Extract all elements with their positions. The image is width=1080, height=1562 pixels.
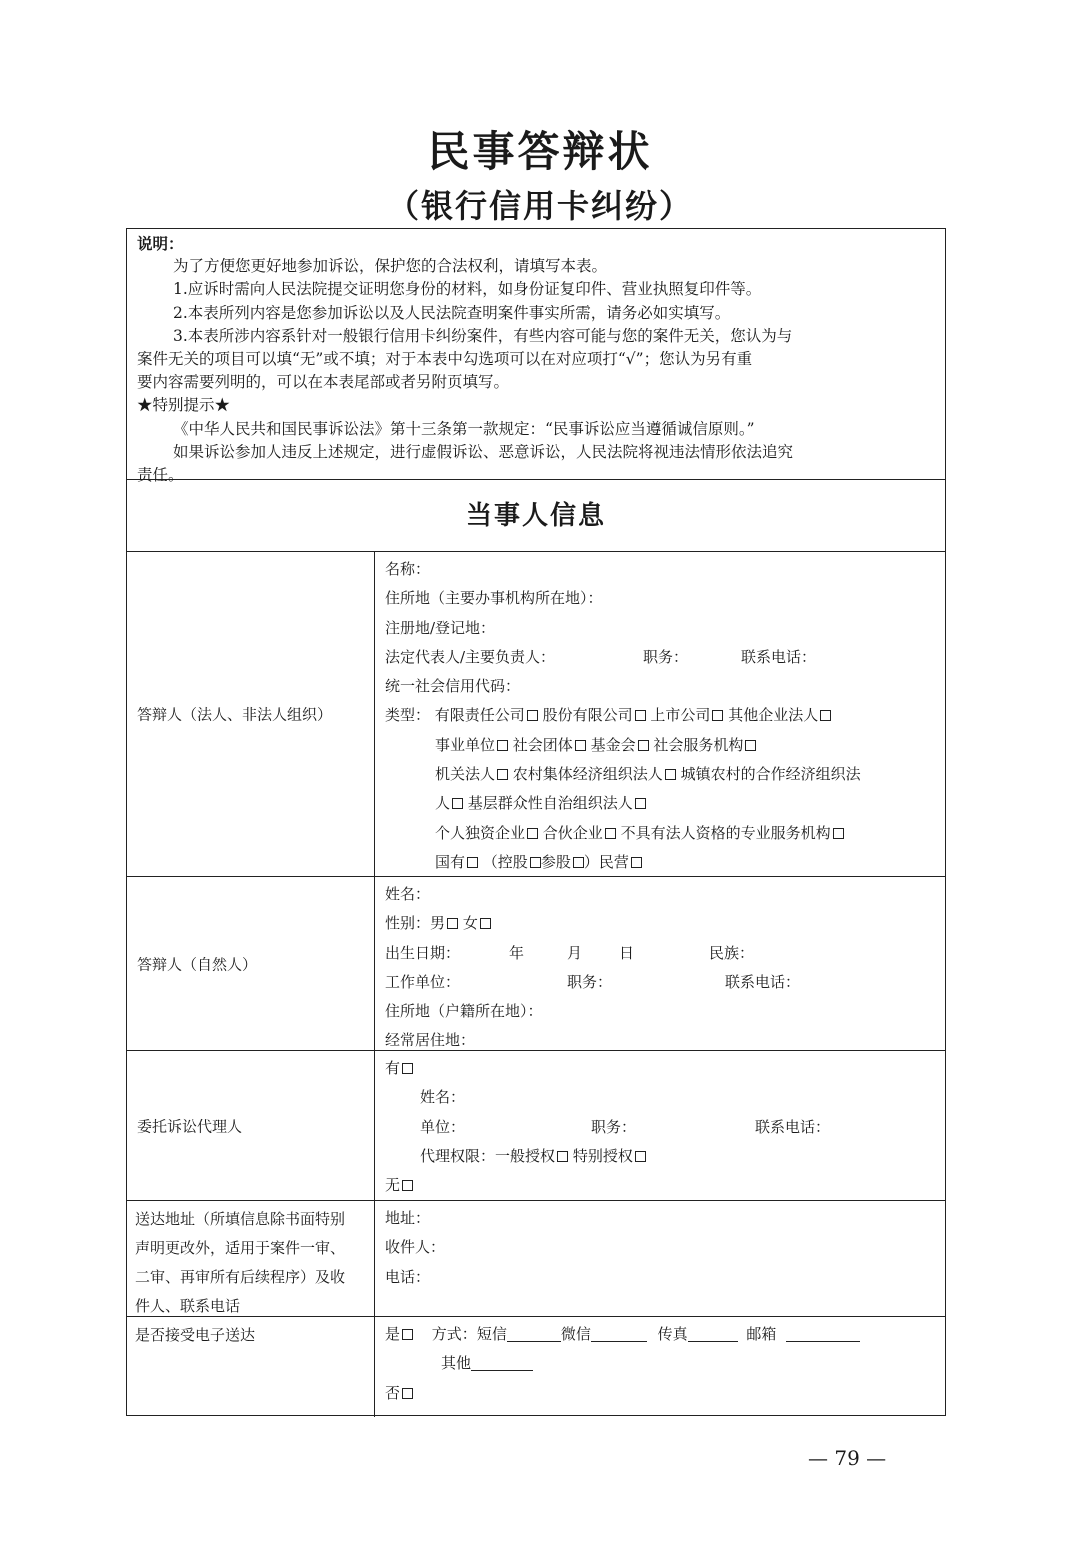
special-notice-line: 如果诉讼参加人违反上述规定，进行虚假诉讼、恶意诉讼，人民法院将视违法情形依法追究: [173, 442, 794, 461]
type-option-label: 基层群众性自治组织法人: [467, 794, 633, 813]
agent-yes-checkbox[interactable]: [402, 1063, 413, 1074]
instructions-line: 为了方便您更好地参加诉讼，保护您的合法权利，请填写本表。: [173, 257, 608, 276]
special-auth-label: 特别授权: [572, 1146, 633, 1165]
female-label: 女: [462, 914, 478, 933]
electronic-yes-line: [385, 1320, 939, 1349]
checkbox[interactable]: [452, 798, 463, 809]
agent-no-line: [385, 1171, 939, 1200]
electronic-yes-label: 是: [385, 1325, 401, 1343]
person-residence-field[interactable]: 经常居住地：: [385, 1031, 476, 1050]
type-option-label: 社会团体: [512, 735, 573, 754]
fax-blank[interactable]: [688, 1326, 738, 1342]
electronic-yes-checkbox[interactable]: [402, 1329, 413, 1340]
gender-label: 性别：: [385, 914, 431, 933]
email-blank[interactable]: [786, 1326, 860, 1342]
agent-authority-line: [385, 1142, 939, 1171]
birth-field[interactable]: 出生日期：: [385, 943, 461, 962]
checkbox[interactable]: [631, 857, 642, 868]
corp-registry-field[interactable]: 注册地/登记地：: [385, 618, 496, 637]
person-respondent-row: [127, 877, 945, 1051]
corp-rep-field[interactable]: 法定代表人/主要负责人：: [385, 647, 556, 666]
corp-type-line-2: [385, 731, 939, 760]
checkbox[interactable]: [745, 740, 756, 751]
agent-phone-field[interactable]: 联系电话：: [755, 1117, 831, 1136]
agent-unit-line: [385, 1113, 939, 1142]
male-checkbox[interactable]: [447, 918, 458, 929]
type-option-label: 参股: [540, 852, 571, 871]
service-phone-field[interactable]: 电话：: [385, 1267, 431, 1286]
checkbox[interactable]: [605, 828, 616, 839]
checkbox[interactable]: [467, 857, 478, 868]
sms-blank[interactable]: [507, 1326, 561, 1342]
agent-row: [127, 1051, 945, 1201]
service-label-line: 声明更改外，适用于案件一审、: [135, 1239, 346, 1257]
agent-no-checkbox[interactable]: [402, 1180, 413, 1191]
type-option-label: 上市公司: [650, 706, 711, 725]
type-option-label: 不具有法人资格的专业服务机构: [620, 823, 831, 842]
checkbox[interactable]: [638, 740, 649, 751]
type-option-label: 基金会: [590, 735, 636, 754]
person-domicile-field[interactable]: 住所地（户籍所在地）：: [385, 1002, 543, 1021]
general-auth-label: 一般授权: [495, 1146, 556, 1165]
checkbox[interactable]: [497, 740, 508, 751]
checkbox[interactable]: [833, 828, 844, 839]
corp-type-label: 类型：: [385, 706, 431, 725]
type-option-label: （控股: [482, 852, 528, 871]
agent-position-field[interactable]: 职务：: [591, 1117, 637, 1136]
female-checkbox[interactable]: [480, 918, 491, 929]
person-name-field[interactable]: 姓名：: [385, 885, 431, 903]
type-option-label: 事业单位: [435, 735, 496, 754]
person-respondent-label: 答辩人（自然人）: [137, 955, 258, 973]
special-notice-line: 《中华人民共和国民事诉讼法》第十三条第一款规定：“民事诉讼应当遵循诚信原则。”: [173, 419, 755, 438]
page-number: — 79 —: [808, 1446, 887, 1470]
sms-label: 短信: [476, 1325, 507, 1343]
other-label: 其他: [441, 1354, 472, 1373]
type-option-label: 国有: [435, 852, 466, 871]
person-birth-line: [385, 939, 939, 968]
instructions-section: [127, 229, 945, 485]
checkbox[interactable]: [575, 740, 586, 751]
service-address-field[interactable]: 地址：: [385, 1209, 431, 1227]
type-option-label: ）民营: [583, 852, 629, 871]
person-phone-field[interactable]: 联系电话：: [725, 972, 801, 991]
corp-respondent-row: [127, 552, 945, 877]
service-address-row: [127, 1201, 945, 1317]
type-option-label: 机关法人: [435, 765, 496, 784]
wechat-blank[interactable]: [591, 1326, 647, 1342]
checkbox[interactable]: [712, 710, 723, 721]
instructions-line: 3.本表所涉内容系针对一般银行信用卡纠纷案件，有些内容可能与您的案件无关，您认为与: [173, 326, 793, 345]
electronic-no-label: 否: [385, 1383, 401, 1402]
type-option-label: 城镇农村的合作经济组织法: [680, 765, 861, 784]
person-gender-line: [385, 909, 939, 938]
checkbox[interactable]: [665, 769, 676, 780]
service-label-line: 二审、再审所有后续程序）及收: [135, 1268, 346, 1286]
electronic-other-line: [385, 1349, 939, 1378]
document-subtitle: （银行信用卡纠纷）: [386, 187, 693, 225]
year-label: 年: [509, 943, 525, 962]
corp-credit-code-field[interactable]: 统一社会信用代码：: [385, 677, 521, 696]
instructions-line: 1.应诉时需向人民法院提交证明您身份的材料，如身份证复印件、营业执照复印件等。: [173, 280, 762, 299]
email-label: 邮箱: [746, 1325, 777, 1343]
electronic-service-row: [127, 1317, 945, 1417]
checkbox[interactable]: [820, 710, 831, 721]
form-table: [126, 228, 946, 1416]
corp-type-line-4: [385, 789, 939, 818]
agent-no-label: 无: [385, 1176, 401, 1195]
agent-yes-line: [385, 1054, 939, 1083]
corp-type-line-6: [385, 848, 939, 877]
corp-respondent-label: 答辩人（法人、非法人组织）: [137, 705, 333, 724]
service-label-line: 件人、联系电话: [135, 1297, 241, 1315]
person-position-field[interactable]: 职务：: [567, 972, 613, 991]
service-label-line: 送达地址（所填信息除书面特别: [135, 1210, 346, 1228]
agent-unit-field[interactable]: 单位：: [420, 1117, 466, 1136]
instructions-heading: 说明：: [137, 234, 184, 253]
authority-label: 代理权限：: [420, 1146, 496, 1165]
corp-address-field[interactable]: 住所地（主要办事机构所在地）：: [385, 589, 603, 608]
instructions-line: 要内容需要列明的，可以在本表尾部或者另附页填写。: [137, 373, 510, 392]
checkbox[interactable]: [527, 710, 538, 721]
corp-type-line-1: [385, 701, 939, 730]
corp-rep-line: [385, 643, 939, 672]
electronic-no-checkbox[interactable]: [402, 1388, 413, 1399]
special-auth-checkbox[interactable]: [635, 1151, 646, 1162]
checkbox[interactable]: [527, 828, 538, 839]
agent-label: 委托诉讼代理人: [137, 1117, 243, 1135]
instructions-line: 2.本表所列内容是您参加诉讼以及人民法院查明案件事实所需，请务必如实填写。: [173, 303, 731, 322]
special-notice-line: 责任。: [137, 466, 184, 485]
checkbox[interactable]: [530, 857, 541, 868]
checkbox[interactable]: [635, 798, 646, 809]
instructions-line: 案件无关的项目可以填“无”或不填；对于本表中勾选项可以在对应项打“√”；您认为另有重: [137, 350, 753, 369]
electronic-service-label: 是否接受电子送达: [135, 1326, 256, 1344]
service-recipient-field[interactable]: 收件人：: [385, 1238, 446, 1257]
electronic-no-line: [385, 1379, 939, 1408]
document-title: 民事答辩状: [427, 127, 653, 176]
type-option-label: 其他企业法人: [728, 706, 819, 725]
agent-yes-label: 有: [385, 1059, 401, 1077]
special-notice-heading: ★特别提示★: [137, 396, 231, 415]
corp-type-line-5: [385, 819, 939, 848]
type-option-label: 合伙企业: [542, 823, 603, 842]
type-option-label: 农村集体经济组织法人: [512, 765, 663, 784]
wechat-label: 微信: [560, 1325, 591, 1343]
general-auth-checkbox[interactable]: [557, 1151, 568, 1162]
type-option-label: 个人独资企业: [435, 823, 526, 842]
work-unit-field[interactable]: 工作单位：: [385, 972, 461, 991]
other-blank[interactable]: [471, 1355, 533, 1371]
male-label: 男: [430, 914, 446, 933]
type-option-label: 社会服务机构: [653, 735, 744, 754]
checkbox[interactable]: [573, 857, 584, 868]
checkbox[interactable]: [497, 769, 508, 780]
agent-name-field[interactable]: 姓名：: [420, 1088, 466, 1107]
person-work-line: [385, 968, 939, 997]
method-label: 方式：: [431, 1325, 477, 1343]
day-label: 日: [619, 943, 635, 962]
corp-position-field[interactable]: 职务：: [643, 647, 689, 666]
type-option-label: 有限责任公司: [434, 706, 525, 725]
ethnicity-field[interactable]: 民族：: [709, 943, 755, 962]
type-option-label: 股份有限公司: [542, 706, 633, 725]
checkbox[interactable]: [635, 710, 646, 721]
party-info-header: 当事人信息: [127, 480, 945, 552]
fax-label: 传真: [657, 1325, 688, 1343]
corp-type-line-3: [385, 760, 939, 789]
type-option-label: 人: [435, 794, 451, 813]
corp-phone-field[interactable]: 联系电话：: [741, 647, 817, 666]
corp-name-field[interactable]: 名称：: [385, 560, 431, 578]
month-label: 月: [567, 943, 583, 962]
